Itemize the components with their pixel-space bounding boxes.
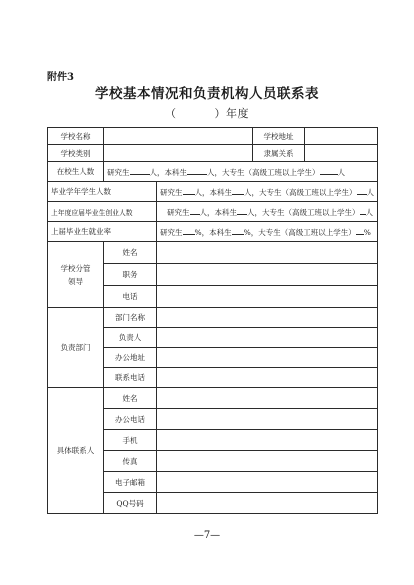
year-paren-close: ） <box>214 107 226 120</box>
enrolled-blank-undergrad[interactable] <box>187 166 207 175</box>
enrolled-label: 在校生人数 <box>48 162 104 182</box>
leader-field-phone-label: 电话 <box>104 286 157 308</box>
affiliation-field[interactable] <box>305 145 378 162</box>
department-name-field[interactable] <box>157 308 378 328</box>
graduating-text-c: 人，大专生（高级工班以上学生） <box>244 187 357 197</box>
contact-field-mobile-label: 手机 <box>104 430 157 451</box>
info-table <box>47 127 378 514</box>
startup-blank-undergrad[interactable] <box>237 206 247 215</box>
leader-label-line2: 领导 <box>68 276 83 286</box>
document-title: 学校基本情况和负责机构人员联系表 <box>95 86 319 102</box>
affiliation-label: 隶属关系 <box>253 145 305 162</box>
employment-field[interactable] <box>157 222 378 242</box>
contact-name-field[interactable] <box>157 388 378 409</box>
startup-text-a: 研究生 <box>167 207 190 217</box>
school-address-field[interactable] <box>305 128 378 145</box>
contact-email-field[interactable] <box>157 472 378 493</box>
employment-blank-grad[interactable] <box>183 226 195 235</box>
year-paren-open: （ <box>165 107 177 120</box>
leader-section-label <box>48 242 104 308</box>
contact-fax-field[interactable] <box>157 451 378 472</box>
leader-phone-field[interactable] <box>157 286 378 308</box>
leader-field-name-label: 姓名 <box>104 242 157 264</box>
table-row <box>48 242 378 264</box>
department-field-head-label: 负责人 <box>104 328 157 348</box>
table-row <box>48 308 378 328</box>
department-field-phone-label: 联系电话 <box>104 368 157 388</box>
graduating-text-d: 人 <box>366 187 374 197</box>
startup-text-d: 人 <box>365 207 373 217</box>
enrolled-text-b: 人，本科生 <box>149 167 187 177</box>
table-row <box>48 145 378 162</box>
table-row <box>48 222 378 242</box>
year-suffix: 年度 <box>226 107 249 120</box>
school-address-label: 学校地址 <box>253 128 305 145</box>
graduating-text-a: 研究生 <box>160 187 183 197</box>
employment-label: 上届毕业生就业率 <box>48 222 157 242</box>
graduating-blank-grad[interactable] <box>183 186 195 195</box>
enrolled-text-c: 人，大专生（高级工班以上学生） <box>207 167 320 177</box>
leader-field-title-label: 职务 <box>104 264 157 286</box>
table-row <box>48 182 378 202</box>
table-row <box>48 128 378 145</box>
graduating-blank-undergrad[interactable] <box>232 186 244 195</box>
table-row <box>48 162 378 182</box>
school-name-field[interactable] <box>104 128 253 145</box>
employment-blank-college[interactable] <box>356 226 364 235</box>
department-field-address-label: 办公地址 <box>104 348 157 368</box>
contact-field-qq-label: QQ号码 <box>104 493 157 514</box>
employment-blank-undergrad[interactable] <box>232 226 244 235</box>
department-head-field[interactable] <box>157 328 378 348</box>
school-name-label: 学校名称 <box>48 128 104 145</box>
department-field-name-label: 部门名称 <box>104 308 157 328</box>
contact-mobile-field[interactable] <box>157 430 378 451</box>
attachment-label: 附件3 <box>47 72 74 83</box>
enrolled-blank-college[interactable] <box>320 166 338 175</box>
employment-text-c: %，大专生（高级工班以上学生） <box>243 227 356 237</box>
year-line <box>0 105 414 121</box>
department-section-label: 负责部门 <box>48 308 104 388</box>
graduating-field[interactable] <box>157 182 378 202</box>
page-number: —7— <box>193 530 221 541</box>
employment-text-d: % <box>363 227 371 237</box>
contact-office-phone-field[interactable] <box>157 409 378 430</box>
contact-field-name-label: 姓名 <box>104 388 157 409</box>
contact-field-email-label: 电子邮箱 <box>104 472 157 493</box>
table-row <box>48 202 378 222</box>
enrolled-text-a: 研究生 <box>107 167 130 177</box>
leader-name-field[interactable] <box>157 242 378 264</box>
contact-field-office-phone-label: 办公电话 <box>104 409 157 430</box>
leader-label-line1: 学校分管 <box>60 263 91 273</box>
graduating-text-b: 人，本科生 <box>194 187 232 197</box>
employment-text-b: %，本科生 <box>194 227 232 237</box>
startup-text-c: 人，大专生（高级工班以上学生） <box>247 207 360 217</box>
leader-title-field[interactable] <box>157 264 378 286</box>
table-row <box>48 388 378 409</box>
startup-field[interactable] <box>157 202 378 222</box>
startup-blank-grad[interactable] <box>190 206 200 215</box>
contact-field-fax-label: 传真 <box>104 451 157 472</box>
enrolled-field[interactable] <box>104 162 378 182</box>
school-type-field[interactable] <box>104 145 253 162</box>
startup-text-b: 人，本科生 <box>199 207 237 217</box>
school-type-label: 学校类别 <box>48 145 104 162</box>
department-address-field[interactable] <box>157 348 378 368</box>
graduating-blank-college[interactable] <box>357 186 367 195</box>
enrolled-text-d: 人 <box>337 167 345 177</box>
enrolled-blank-grad[interactable] <box>130 166 150 175</box>
employment-text-a: 研究生 <box>160 227 183 237</box>
contact-qq-field[interactable] <box>157 493 378 514</box>
contact-section-label: 具体联系人 <box>48 388 104 514</box>
graduating-label: 毕业学年学生人数 <box>48 182 157 202</box>
department-phone-field[interactable] <box>157 368 378 388</box>
startup-label: 上年度应届毕业生创业人数 <box>48 202 157 222</box>
